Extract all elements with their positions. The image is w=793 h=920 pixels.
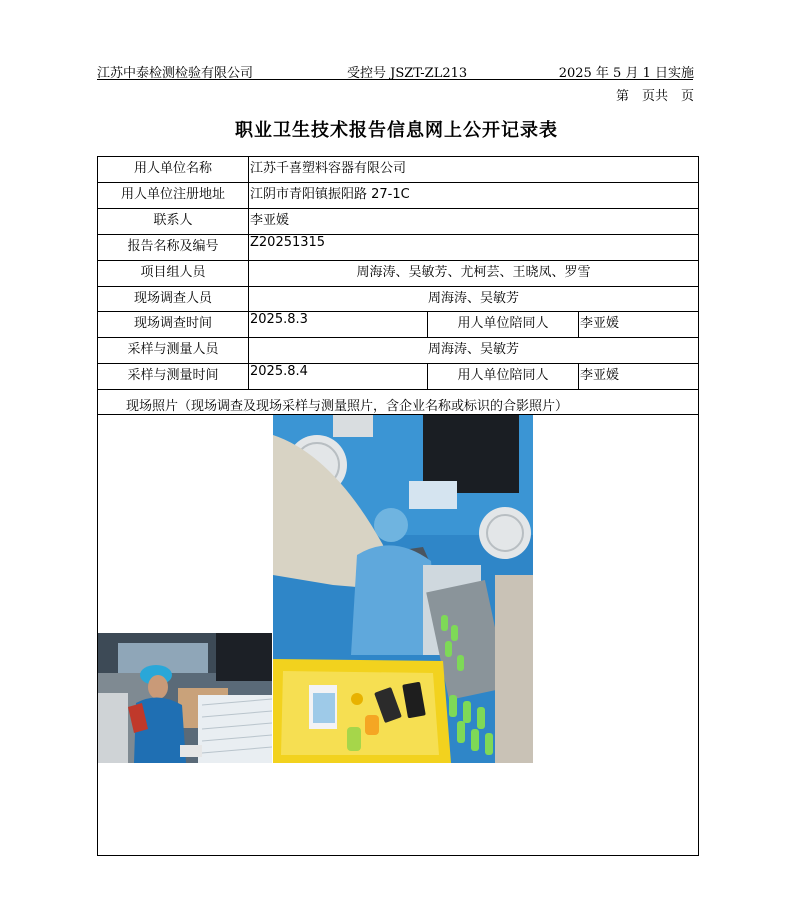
photos-area	[98, 415, 699, 856]
sampling-time-value: 2025.8.4	[249, 364, 428, 390]
sampling-escort-label: 用人单位陪同人	[428, 364, 579, 390]
row-contact	[98, 209, 699, 235]
sampling-staff-value: 周海涛、吴敏芳	[249, 338, 699, 364]
header-company: 江苏中泰检测检验有限公司	[97, 66, 254, 81]
row-survey-time	[98, 312, 699, 338]
row-photos	[98, 415, 699, 856]
header-rule	[97, 79, 693, 80]
sampling-escort-value: 李亚媛	[579, 364, 699, 390]
row-report	[98, 235, 699, 261]
team-label: 项目组人员	[98, 261, 249, 287]
survey-time-value: 2025.8.3	[249, 312, 428, 338]
form-title: 职业卫生技术报告信息网上公开记录表	[235, 120, 558, 141]
survey-staff-value: 周海涛、吴敏芳	[249, 287, 699, 312]
header-control-number: 受控号 JSZT-ZL213	[347, 66, 468, 81]
employer-address-value: 江阴市青阳镇振阳路 27-1C	[249, 183, 699, 209]
employer-name-label: 用人单位名称	[98, 157, 249, 183]
survey-staff-label: 现场调查人员	[98, 287, 249, 312]
report-label: 报告名称及编号	[98, 235, 249, 261]
row-sampling-time	[98, 364, 699, 390]
survey-escort-label: 用人单位陪同人	[428, 312, 579, 338]
sampling-staff-label: 采样与测量人员	[98, 338, 249, 364]
row-employer-address	[98, 183, 699, 209]
survey-time-label: 现场调查时间	[98, 312, 249, 338]
page-number: 第 页共 页	[615, 89, 694, 104]
photos-heading: 现场照片（现场调查及现场采样与测量照片，含企业名称或标识的合影照片）	[98, 390, 699, 415]
row-photos-heading	[98, 390, 699, 415]
contact-value: 李亚媛	[249, 209, 699, 235]
team-value: 周海涛、吴敏芳、尤柯芸、王晓凤、罗雪	[249, 261, 699, 287]
report-value: Z20251315	[249, 235, 699, 261]
site-photo-packing	[98, 633, 272, 763]
row-survey-staff	[98, 287, 699, 312]
record-table	[97, 156, 699, 856]
header-effective-date: 2025 年 5 月 1 日实施	[558, 66, 694, 81]
row-sampling-staff	[98, 338, 699, 364]
employer-name-value: 江苏千喜塑料容器有限公司	[249, 157, 699, 183]
contact-label: 联系人	[98, 209, 249, 235]
sampling-time-label: 采样与测量时间	[98, 364, 249, 390]
site-photo-inspection	[273, 415, 533, 763]
row-employer-name	[98, 157, 699, 183]
survey-escort-value: 李亚媛	[579, 312, 699, 338]
row-team	[98, 261, 699, 287]
employer-address-label: 用人单位注册地址	[98, 183, 249, 209]
